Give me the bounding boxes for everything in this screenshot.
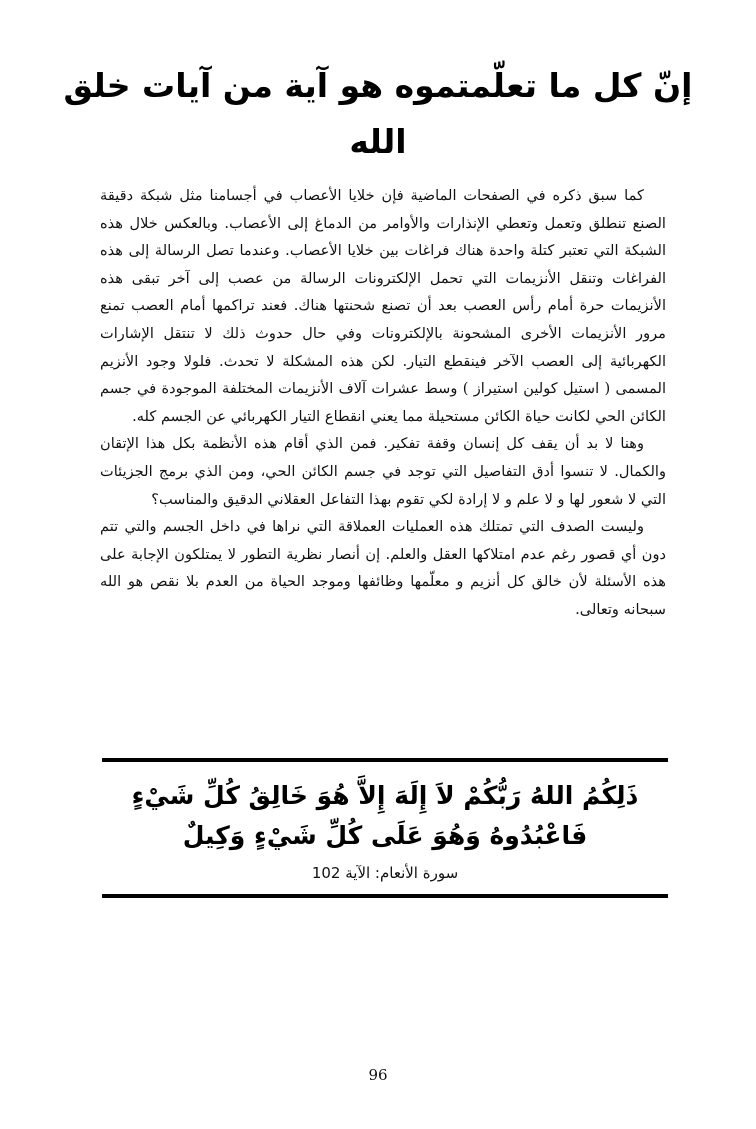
paragraph-3: وليست الصدف التي تمتلك هذه العمليات العملاقة التي نراها في داخل الجسم والتي تتم دون أي قصور رغم عدم امتلاكها العقل والعلم. إن أنصار نظرية التطور لا يمتلكون الإجابة على هذه الأسئلة لأن خالق كل أنزيم و معلّمها وظائفها وموجد الحياة من العدم بلا نقص هو الله سبحانه وتعالى. <box>100 518 666 618</box>
paragraph-2: وهنا لا بد أن يقف كل إنسان وقفة تفكير. فمن الذي أقام هذه الأنظمة بكل هذا الإتقان والكمال. لا تنسوا أدق التفاصيل التي توجد في جسم الكائن الحي، ومن الذي برمج الجزيئات التي لا شعور لها و لا علم و لا إرادة لكي تقوم بهذا التفاعل العقلاني الدقيق والمناسب؟ <box>100 435 666 508</box>
body-text <box>100 182 666 624</box>
verse-reference: سورة الأنعام: الآية 102 <box>311 864 459 882</box>
verse-line-1: ذَلِكُمُ اللهُ رَبُّكُمْ لاَ إِلَهَ إِلاَّ هُوَ خَالِقُ كُلِّ شَيْءٍ <box>131 781 639 810</box>
verse-line-2: فَاعْبُدُوهُ وَهُوَ عَلَى كُلِّ شَيْءٍ وَكِيلٌ <box>182 821 588 850</box>
page-number: 96 <box>368 1066 388 1084</box>
quran-verse-box <box>102 758 668 898</box>
page-title: إنّ كل ما تعلّمتموه هو آية من آيات خلق الله <box>63 66 693 161</box>
paragraph-1: كما سبق ذكره في الصفحات الماضية فإن خلايا الأعصاب في أجسامنا مثل شبكة دقيقة الصنع تنطلق وتعمل وتعطي الإنذارات والأوامر من الدماغ إلى الأعصاب. وبالعكس خلال هذه الشبكة التي تعتبر كتلة واحدة هناك فراغات بين خلايا الأعصاب. وعندما تصل الرسالة إلى هذه الفراغات وتنقل الأنزيمات التي تحمل الإلكترونات الرسالة من عصب إلى آخر تبقى هذه الأنزيمات حرة أمام رأس العصب بعد أن تصنع شحنتها هناك. فعند تراكمها أمام العصب تمنع مرور الأنزيمات الأخرى المشحونة بالإلكترونات وفي حال حدوث ذلك لا تنتقل الإشارات الكهربائية إلى العصب الآخر فينقطع التيار. لكن هذه المشكلة لا تحدث. فلولا وجود الأنزيم المسمى ( استيل كولين استيراز ) وسط عشرات آلاف الأنزيمات المختلفة الموجودة في جسم الكائن الحي لكانت حياة الكائن مستحيلة مما يعني انقطاع التيار الكهربائي عن الجسم كله. <box>100 187 666 425</box>
